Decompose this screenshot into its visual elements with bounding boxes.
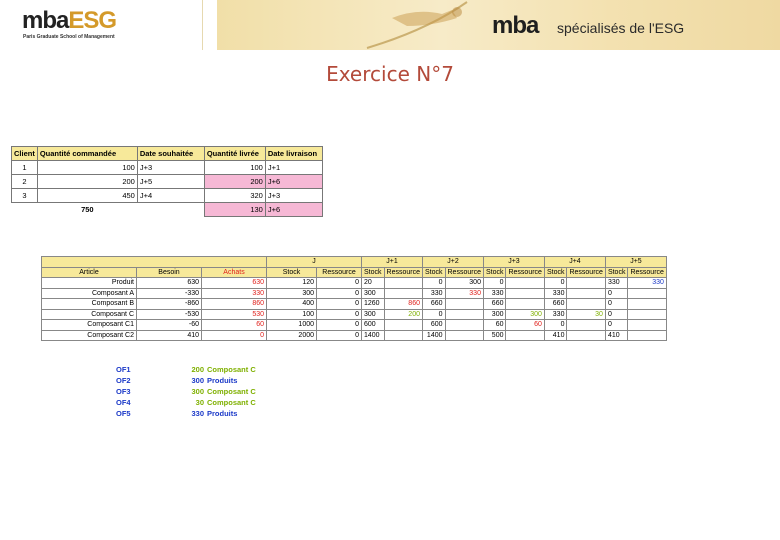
order-item: Composant C <box>207 387 256 396</box>
article-cell: Composant B <box>42 299 137 310</box>
order-qty: 300 <box>191 387 204 396</box>
ressource-cell <box>506 330 544 341</box>
achats-cell: 630 <box>202 278 267 289</box>
col-header: Date livraison <box>265 147 322 161</box>
production-order <box>116 408 256 419</box>
order-item: Composant C <box>207 398 256 407</box>
table-row <box>12 161 323 175</box>
ressource-cell <box>628 288 666 299</box>
ressource-cell: 860 <box>384 299 422 310</box>
ressource-cell <box>628 309 666 320</box>
stock-cell: 2000 <box>267 330 317 341</box>
col-header: Stock <box>422 267 445 278</box>
production-order <box>116 375 256 386</box>
table-row <box>42 288 667 299</box>
stock-cell: 120 <box>267 278 317 289</box>
table-row <box>12 203 323 217</box>
cell: 130 <box>204 203 265 217</box>
stock-cell: 600 <box>422 320 445 331</box>
production-orders <box>116 364 256 419</box>
article-cell: Composant C1 <box>42 320 137 331</box>
period-header: J+4 <box>544 257 605 268</box>
besoin-cell: -530 <box>137 309 202 320</box>
order-qty: 300 <box>191 376 204 385</box>
cell: 3 <box>12 189 38 203</box>
ressource-cell: 30 <box>567 309 605 320</box>
ressource-cell <box>567 320 605 331</box>
stock-cell: 1400 <box>422 330 445 341</box>
ressource-cell: 0 <box>317 309 362 320</box>
stock-cell: 660 <box>544 299 567 310</box>
order-item: Produits <box>207 376 238 385</box>
stock-cell: 300 <box>483 309 506 320</box>
table-row <box>12 175 323 189</box>
col-header: Stock <box>483 267 506 278</box>
stock-cell: 0 <box>605 320 628 331</box>
stock-cell: 0 <box>483 278 506 289</box>
cell: 320 <box>204 189 265 203</box>
stock-cell: 400 <box>267 299 317 310</box>
order-qty: 200 <box>191 365 204 374</box>
ressource-cell <box>506 299 544 310</box>
brand-wordmark: mba <box>492 12 539 39</box>
ressource-cell: 0 <box>317 330 362 341</box>
ressource-cell <box>445 309 483 320</box>
order-id: OF1 <box>116 365 131 374</box>
stock-cell: 600 <box>362 320 385 331</box>
order-id: OF3 <box>116 387 131 396</box>
stock-cell: 0 <box>605 299 628 310</box>
col-header: Article <box>42 267 137 278</box>
stock-cell: 0 <box>422 309 445 320</box>
ressource-cell: 60 <box>506 320 544 331</box>
col-header: Stock <box>267 267 317 278</box>
stock-cell: 300 <box>362 309 385 320</box>
ressource-cell: 300 <box>445 278 483 289</box>
header-banner <box>217 0 780 50</box>
page-title: Exercice N°7 <box>326 62 454 86</box>
ressource-cell <box>384 288 422 299</box>
brand-tagline: spécialisés de l'ESG <box>557 20 685 36</box>
article-cell: Composant C <box>42 309 137 320</box>
cell: 2 <box>12 175 38 189</box>
col-header: Ressource <box>384 267 422 278</box>
ressource-cell <box>384 320 422 331</box>
ressource-cell: 0 <box>317 288 362 299</box>
order-id: OF4 <box>116 398 131 407</box>
table-row <box>42 299 667 310</box>
stock-cell: 1260 <box>362 299 385 310</box>
achats-cell: 860 <box>202 299 267 310</box>
stock-cell: 410 <box>544 330 567 341</box>
ressource-cell <box>567 278 605 289</box>
period-header: J+3 <box>483 257 544 268</box>
order-qty: 330 <box>191 409 204 418</box>
ressource-cell <box>445 320 483 331</box>
article-cell: Produit <box>42 278 137 289</box>
ressource-cell: 330 <box>628 278 666 289</box>
cell: 200 <box>204 175 265 189</box>
cell: 100 <box>37 161 137 175</box>
planning-table <box>41 256 667 341</box>
logo-subtitle: Paris Graduate School of Management <box>23 34 115 40</box>
period-header: J+1 <box>362 257 423 268</box>
order-item: Composant C <box>207 365 256 374</box>
stock-cell: 330 <box>605 278 628 289</box>
logo <box>0 0 203 50</box>
stock-cell: 0 <box>544 320 567 331</box>
achats-cell: 530 <box>202 309 267 320</box>
stock-cell: 300 <box>362 288 385 299</box>
stock-cell: 660 <box>483 299 506 310</box>
stock-cell: 1000 <box>267 320 317 331</box>
stock-cell: 300 <box>267 288 317 299</box>
production-order <box>116 397 256 408</box>
stock-cell: 100 <box>267 309 317 320</box>
besoin-cell: -330 <box>137 288 202 299</box>
order-qty: 30 <box>195 398 204 407</box>
col-header: Ressource <box>506 267 544 278</box>
total-cell: 750 <box>81 205 94 215</box>
orders-table <box>11 146 323 217</box>
ressource-cell <box>445 299 483 310</box>
stock-cell: 500 <box>483 330 506 341</box>
besoin-cell: -60 <box>137 320 202 331</box>
order-id: OF5 <box>116 409 131 418</box>
order-id: OF2 <box>116 376 131 385</box>
ressource-cell <box>628 330 666 341</box>
col-header: Date souhaitée <box>137 147 204 161</box>
stock-cell: 410 <box>605 330 628 341</box>
article-cell: Composant A <box>42 288 137 299</box>
period-header: J+2 <box>422 257 483 268</box>
table-row <box>42 309 667 320</box>
ressource-cell <box>567 288 605 299</box>
ressource-cell <box>384 330 422 341</box>
besoin-cell: 630 <box>137 278 202 289</box>
ressource-cell <box>628 320 666 331</box>
col-header: Besoin <box>137 267 202 278</box>
table-row <box>42 278 667 289</box>
ressource-cell: 330 <box>445 288 483 299</box>
cell: J+6 <box>265 203 322 217</box>
col-header: Quantité livrée <box>204 147 265 161</box>
col-header: Achats <box>202 267 267 278</box>
cell: J+6 <box>265 175 322 189</box>
stock-cell: 0 <box>605 288 628 299</box>
ressource-cell <box>384 278 422 289</box>
table-row <box>42 330 667 341</box>
ressource-cell: 200 <box>384 309 422 320</box>
col-header: Ressource <box>567 267 605 278</box>
cell: 200 <box>37 175 137 189</box>
stock-cell: 330 <box>544 309 567 320</box>
production-order <box>116 364 256 375</box>
logo-text: mbaESG <box>22 7 117 34</box>
order-item: Produits <box>207 409 238 418</box>
col-header: Quantité commandée <box>37 147 137 161</box>
stock-cell: 660 <box>422 299 445 310</box>
production-order <box>116 386 256 397</box>
besoin-cell: 410 <box>137 330 202 341</box>
article-cell: Composant C2 <box>42 330 137 341</box>
cell: J+3 <box>265 189 322 203</box>
stock-cell: 0 <box>544 278 567 289</box>
cell: 450 <box>37 189 137 203</box>
cell: 100 <box>204 161 265 175</box>
period-header: J+5 <box>605 257 666 268</box>
cell: J+4 <box>137 189 204 203</box>
col-header: Stock <box>362 267 385 278</box>
cell: J+3 <box>137 161 204 175</box>
ressource-cell <box>567 330 605 341</box>
stock-cell: 0 <box>422 278 445 289</box>
col-header: Stock <box>605 267 628 278</box>
ressource-cell <box>506 278 544 289</box>
ressource-cell <box>506 288 544 299</box>
col-header: Ressource <box>628 267 666 278</box>
period-header: J <box>267 257 362 268</box>
ressource-cell <box>628 299 666 310</box>
ressource-cell: 300 <box>506 309 544 320</box>
cell: 1 <box>12 161 38 175</box>
col-header: Client <box>12 147 38 161</box>
stock-cell: 20 <box>362 278 385 289</box>
stock-cell: 330 <box>544 288 567 299</box>
stock-cell: 0 <box>605 309 628 320</box>
stock-cell: 330 <box>483 288 506 299</box>
besoin-cell: -860 <box>137 299 202 310</box>
cell: J+5 <box>137 175 204 189</box>
ressource-cell: 0 <box>317 320 362 331</box>
table-row <box>12 189 323 203</box>
table-row <box>42 320 667 331</box>
ressource-cell: 0 <box>317 278 362 289</box>
stock-cell: 1400 <box>362 330 385 341</box>
ressource-cell <box>445 330 483 341</box>
ressource-cell <box>567 299 605 310</box>
achats-cell: 60 <box>202 320 267 331</box>
col-header: Ressource <box>317 267 362 278</box>
achats-cell: 330 <box>202 288 267 299</box>
achats-cell: 0 <box>202 330 267 341</box>
cell: J+1 <box>265 161 322 175</box>
stock-cell: 60 <box>483 320 506 331</box>
stock-cell: 330 <box>422 288 445 299</box>
ressource-cell: 0 <box>317 299 362 310</box>
col-header: Stock <box>544 267 567 278</box>
col-header: Ressource <box>445 267 483 278</box>
